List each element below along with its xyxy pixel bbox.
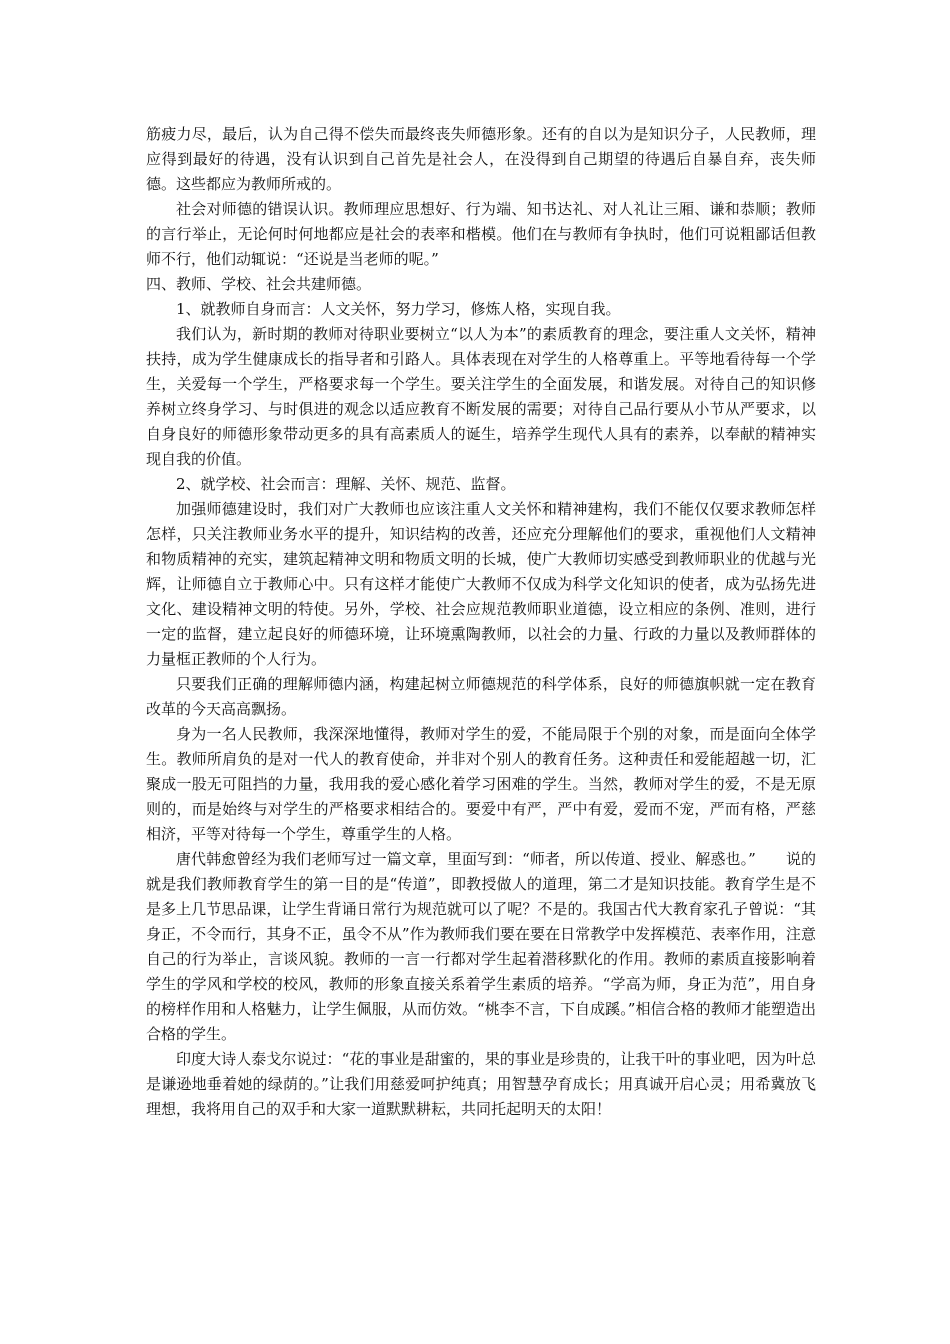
- paragraph-summary: 只要我们正确的理解师德内涵，构建起树立师德规范的科学体系，良好的师德旗帜就一定在教育改革的今天高高飘扬。: [146, 675, 816, 718]
- paragraph-social-misconception: 社会对师德的错误认识。教师理应思想好、行为端、知书达礼、对人礼让三厢、谦和恭顺；教师的言行举止，无论何时何地都应是社会的表率和楷模。他们在与教师有争执时，他们可说粗鄙话但教师不行，他们动辄说：“还说是当老师的呢。”: [146, 200, 816, 268]
- paragraph-school-society: 加强师德建设时，我们对广大教师也应该注重人文关怀和精神建构，我们不能仅仅要求教师怎样怎样，只关注教师业务水平的提升，知识结构的改善，还应充分理解他们的要求，重视他们人文精神和物质精神的充实，建筑起精神文明和物质文明的长城，使广大教师切实感受到教师职业的优越与光辉，让师德自立于教师心中。只有这样才能使广大教师不仅成为科学文化知识的使者，成为弘扬先进文化、建设精神文明的特使。另外，学校、社会应规范教师职业道德，设立相应的条例、准则，进行一定的监督，建立起良好的师德环境，让环境熏陶教师，以社会的力量、行政的力量以及教师群体的力量框正教师的个人行为。: [146, 500, 816, 668]
- subheading-teacher-self: 1、就教师自身而言：人文关怀，努力学习，修炼人格，实现自我。: [176, 300, 621, 318]
- document-page: [146, 122, 816, 1122]
- subheading-school-society: 2、就学校、社会而言：理解、关怀、规范、监督。: [176, 475, 516, 493]
- paragraph-tagore: 印度大诗人泰戈尔说过：“花的事业是甜蜜的，果的事业是珍贵的，让我干叶的事业吧，因为叶总是谦逊地垂着她的绿荫的。”让我们用慈爱呵护纯真；用智慧孕育成长；用真诚开启心灵；用希冀放飞理想，我将用自己的双手和大家一道默默耕耘，共同托起明天的太阳！: [146, 1050, 816, 1118]
- paragraph-han-yu: 唐代韩愈曾经为我们老师写过一篇文章，里面写到：“师者，所以传道、授业、解惑也。” 说的就是我们教师教育学生的第一目的是“传道”，即教授做人的道理，第二才是知识技能。教育学生是不是多上几节思品课，让学生背诵日常行为规范就可以了呢？不是的。我国古代大教育家孔子曾说：“其身正，不令而行，其身不正，虽令不从”作为教师我们要在要在日常教学中发挥模范、表率作用，注意自己的行为举止，言谈风貌。教师的一言一行都对学生起着潜移默化的作用。教师的素质直接影响着学生的学风和学校的校风，教师的形象直接关系着学生素质的培养。“学高为师，身正为范”，用自身的榜样作用和人格魅力，让学生佩服，从而仿效。“桃李不言，下自成蹊。”相信合格的教师才能塑造出合格的学生。: [146, 850, 816, 1043]
- paragraph-teacher-self: 我们认为，新时期的教师对待职业要树立“以人为本”的素质教育的理念，要注重人文关怀，精神扶持，成为学生健康成长的指导者和引路人。具体表现在对学生的人格尊重上。平等地看待每一个学生，关爱每一个学生，严格要求每一个学生。要关注学生的全面发展，和谐发展。对待自己的知识修养树立终身学习、与时俱进的观念以适应教育不断发展的需要；对待自己品行要从小节从严要求，以自身良好的师德形象带动更多的具有高素质人的诞生，培养学生现代人具有的素养，以奉献的精神实现自我的价值。: [146, 325, 816, 468]
- paragraph-continuation: 筋疲力尽，最后，认为自己得不偿失而最终丧失师德形象。还有的自以为是知识分子，人民教师，理应得到最好的待遇，没有认识到自己首先是社会人，在没得到自己期望的待遇后自暴自弃，丧失师德。这些都应为教师所戒的。: [146, 125, 816, 193]
- paragraph-love-for-students: 身为一名人民教师，我深深地懂得，教师对学生的爱，不能局限于个别的对象，而是面向全体学生。教师所肩负的是对一代人的教育使命，并非对个别人的教育任务。这种责任和爱能超越一切，汇聚成一股无可阻挡的力量，我用我的爱心感化着学习困难的学生。当然，教师对学生的爱，不是无原则的，而是始终与对学生的严格要求相结合的。要爱中有严，严中有爱，爱而不宠，严而有格，严慈相济，平等对待每一个学生，尊重学生的人格。: [146, 725, 816, 843]
- section-heading-four: 四、教师、学校、社会共建师德。: [146, 275, 372, 293]
